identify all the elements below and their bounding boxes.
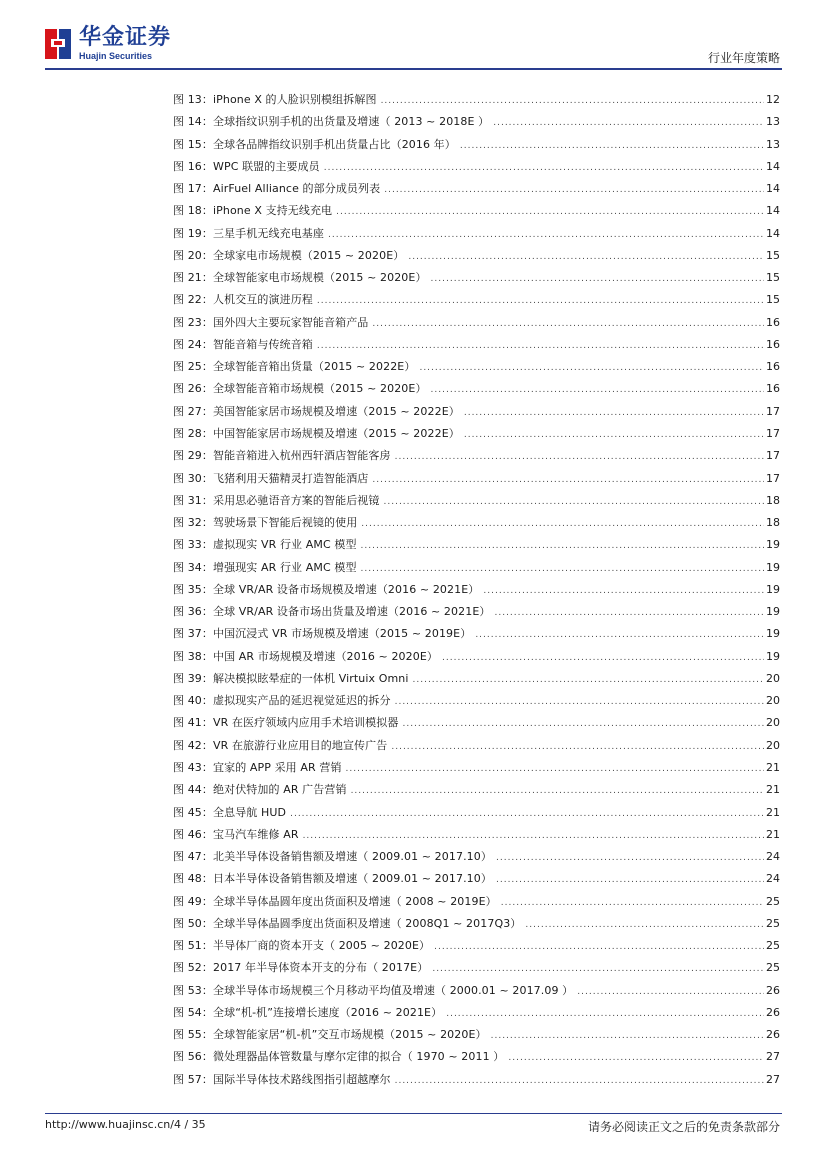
toc-entry-label: 图 56：微处理器晶体管数量与摩尔定律的拟合（ 1970 ~ 2011 ） xyxy=(173,1050,505,1064)
toc-entry[interactable] xyxy=(173,694,780,716)
toc-dot-leader xyxy=(413,673,765,687)
toc-entry[interactable] xyxy=(173,828,780,850)
toc-entry-page: 16 xyxy=(766,315,780,329)
toc-entry-label: 图 43：宜家的 APP 采用 AR 营销 xyxy=(173,760,342,774)
toc-entry-label: 图 40：虚拟现实产品的延迟视觉延迟的拆分 xyxy=(173,694,391,708)
toc-dot-leader xyxy=(491,1029,764,1043)
toc-entry-label: 图 26：全球智能音箱市场规模（2015 ~ 2020E） xyxy=(173,382,427,396)
toc-entry[interactable] xyxy=(173,783,780,805)
toc-dot-leader xyxy=(496,873,764,887)
toc-entry-label: 图 47：北美半导体设备销售额及增速（ 2009.01 ~ 2017.10） xyxy=(173,850,492,864)
toc-entry-page: 24 xyxy=(766,850,780,864)
toc-entry-page: 26 xyxy=(766,983,780,997)
toc-entry-label: 图 38：中国 AR 市场规模及增速（2016 ~ 2020E） xyxy=(173,649,439,663)
toc-entry-page: 19 xyxy=(766,649,780,663)
toc-entry-page: 16 xyxy=(766,360,780,374)
toc-entry-label: 图 14：全球指纹识别手机的出货量及增速（ 2013 ~ 2018E ） xyxy=(173,115,490,129)
toc-entry[interactable] xyxy=(173,360,780,382)
toc-dot-leader xyxy=(395,1074,764,1088)
toc-dot-leader xyxy=(402,717,764,731)
toc-entry-label: 图 23：国外四大主要玩家智能音箱产品 xyxy=(173,315,369,329)
disclaimer-note: 请务必阅读正文之后的免责条款部分 xyxy=(587,1120,780,1134)
toc-entry[interactable] xyxy=(173,650,780,672)
toc-entry-label: 图 49：全球半导体晶圆年度出货面积及增速（ 2008 ~ 2019E） xyxy=(173,894,497,908)
toc-entry-page: 16 xyxy=(766,337,780,351)
toc-dot-leader xyxy=(317,339,764,353)
toc-entry[interactable] xyxy=(173,561,780,583)
toc-entry-page: 19 xyxy=(766,627,780,641)
toc-entry-page: 25 xyxy=(766,916,780,930)
toc-entry-label: 图 21：全球智能家电市场规模（2015 ~ 2020E） xyxy=(173,271,427,285)
toc-entry[interactable] xyxy=(173,605,780,627)
toc-entry-label: 图 50：全球半导体晶圆季度出货面积及增速（ 2008Q1 ~ 2017Q3） xyxy=(173,916,522,930)
toc-entry-page: 20 xyxy=(766,738,780,752)
toc-dot-leader xyxy=(324,161,764,175)
toc-dot-leader xyxy=(508,1051,764,1065)
toc-entry[interactable] xyxy=(173,382,780,404)
toc-entry-label: 图 48：日本半导体设备销售额及增速（ 2009.01 ~ 2017.10） xyxy=(173,872,492,886)
toc-entry-page: 19 xyxy=(766,538,780,552)
toc-entry[interactable] xyxy=(173,449,780,471)
toc-entry-label: 图 13：iPhone X 的人脸识别模组拆解图 xyxy=(173,93,377,106)
toc-entry[interactable] xyxy=(173,494,780,516)
toc-dot-leader xyxy=(483,584,764,598)
toc-entry-page: 26 xyxy=(766,1005,780,1019)
toc-entry[interactable] xyxy=(173,427,780,449)
toc-entry-page: 19 xyxy=(766,582,780,596)
toc-dot-leader xyxy=(494,606,764,620)
toc-entry-page: 25 xyxy=(766,894,780,908)
toc-entry-page: 27 xyxy=(766,1072,780,1086)
toc-entry[interactable] xyxy=(173,227,780,249)
toc-entry[interactable] xyxy=(173,160,780,182)
toc-entry-label: 图 34：增强现实 AR 行业 AMC 模型 xyxy=(173,560,357,574)
toc-entry-page: 24 xyxy=(766,872,780,886)
toc-dot-leader xyxy=(303,829,764,843)
toc-dot-leader xyxy=(384,495,765,509)
toc-dot-leader xyxy=(361,562,764,576)
toc-entry[interactable] xyxy=(173,1073,780,1095)
header-divider xyxy=(45,68,782,70)
toc-entry-label: 图 15：全球各品牌指纹识别手机出货量占比（2016 年） xyxy=(173,137,456,151)
toc-entry-label: 图 55：全球智能家居“机-机”交互市场规模（2015 ~ 2020E） xyxy=(173,1028,487,1042)
toc-entry-label: 图 16：WPC 联盟的主要成员 xyxy=(173,159,320,173)
toc-entry[interactable] xyxy=(173,115,780,137)
toc-entry[interactable] xyxy=(173,583,780,605)
toc-entry[interactable] xyxy=(173,627,780,649)
toc-entry-page: 19 xyxy=(766,560,780,574)
toc-dot-leader xyxy=(493,116,764,130)
toc-entry-page: 15 xyxy=(766,293,780,307)
toc-dot-leader xyxy=(432,962,764,976)
toc-entry[interactable] xyxy=(173,716,780,738)
toc-entry-page: 14 xyxy=(766,182,780,196)
toc-entry-page: 25 xyxy=(766,939,780,953)
footer-url-and-page xyxy=(45,1118,206,1131)
toc-dot-leader xyxy=(361,539,764,553)
toc-entry-label: 图 20：全球家电市场规模（2015 ~ 2020E） xyxy=(173,248,405,262)
toc-dot-leader xyxy=(351,784,764,798)
toc-entry[interactable] xyxy=(173,806,780,828)
toc-dot-leader xyxy=(328,228,764,242)
toc-entry-label: 图 54：全球“机-机”连接增长速度（2016 ~ 2021E） xyxy=(173,1005,443,1019)
toc-dot-leader xyxy=(384,183,764,197)
toc-dot-leader xyxy=(577,985,764,999)
toc-dot-leader xyxy=(395,450,764,464)
toc-entry[interactable] xyxy=(173,672,780,694)
toc-entry-page: 18 xyxy=(766,516,780,530)
toc-entry-label: 图 17：AirFuel Alliance 的部分成员列表 xyxy=(173,182,381,196)
toc-dot-leader xyxy=(346,762,764,776)
toc-entry-label: 图 31：采用思必驰语音方案的智能后视镜 xyxy=(173,493,380,507)
toc-entry-page: 20 xyxy=(766,671,780,685)
toc-dot-leader xyxy=(525,918,764,932)
toc-entry-label: 图 42：VR 在旅游行业应用目的地宣传广告 xyxy=(173,738,388,752)
toc-entry-label: 图 25：全球智能音箱出货量（2015 ~ 2022E） xyxy=(173,360,416,374)
toc-entry[interactable] xyxy=(173,939,780,961)
toc-entry[interactable] xyxy=(173,984,780,1006)
figure-list xyxy=(173,93,780,1095)
toc-entry[interactable] xyxy=(173,961,780,983)
toc-entry-page: 21 xyxy=(766,783,780,797)
company-logo xyxy=(45,25,190,65)
toc-dot-leader xyxy=(501,896,764,910)
toc-dot-leader xyxy=(361,517,764,531)
toc-entry-page: 13 xyxy=(766,137,780,151)
toc-entry-label: 图 35：全球 VR/AR 设备市场规模及增速（2016 ~ 2021E） xyxy=(173,582,480,596)
toc-entry[interactable] xyxy=(173,872,780,894)
toc-entry[interactable] xyxy=(173,538,780,560)
toc-entry-label: 图 52：2017 年半导体资本开支的分布（ 2017E） xyxy=(173,961,429,975)
toc-entry-label: 图 53：全球半导体市场规模三个月移动平均值及增速（ 2000.01 ~ 2017.09 ） xyxy=(173,983,574,997)
toc-entry-label: 图 36：全球 VR/AR 设备市场出货量及增速（2016 ~ 2021E） xyxy=(173,605,491,619)
toc-dot-leader xyxy=(381,94,764,108)
toc-dot-leader xyxy=(395,695,764,709)
toc-entry-page: 14 xyxy=(766,204,780,218)
logo-english-name: Huajin Securities xyxy=(79,51,153,61)
toc-entry-label: 图 32：驾驶场景下智能后视镜的使用 xyxy=(173,516,358,530)
toc-entry-page: 17 xyxy=(766,449,780,463)
toc-entry[interactable] xyxy=(173,138,780,160)
toc-entry-label: 图 22：人机交互的演进历程 xyxy=(173,293,313,307)
toc-entry-page: 19 xyxy=(766,605,780,619)
toc-dot-leader xyxy=(446,1007,764,1021)
toc-entry-page: 17 xyxy=(766,404,780,418)
toc-dot-leader xyxy=(496,851,764,865)
toc-entry-page: 14 xyxy=(766,159,780,173)
toc-entry[interactable] xyxy=(173,271,780,293)
toc-entry[interactable] xyxy=(173,204,780,226)
toc-entry-label: 图 44：绝对伏特加的 AR 广告营销 xyxy=(173,783,347,797)
toc-dot-leader xyxy=(464,406,764,420)
toc-entry-page: 13 xyxy=(766,115,780,129)
toc-entry[interactable] xyxy=(173,182,780,204)
toc-entry-label: 图 29：智能音箱进入杭州西轩酒店智能客房 xyxy=(173,449,391,463)
toc-dot-leader xyxy=(317,294,764,308)
toc-entry[interactable] xyxy=(173,93,780,115)
toc-entry-label: 图 37：中国沉浸式 VR 市场规模及增速（2015 ~ 2019E） xyxy=(173,627,472,641)
toc-entry[interactable] xyxy=(173,405,780,427)
toc-dot-leader xyxy=(408,250,764,264)
toc-entry-page: 18 xyxy=(766,493,780,507)
toc-entry-label: 图 57：国际半导体技术路线图指引超越摩尔 xyxy=(173,1072,391,1086)
toc-entry-label: 图 39：解决模拟眩晕症的一体机 Virtuix Omni xyxy=(173,671,409,685)
huajin-logo-mark-icon xyxy=(45,27,75,61)
toc-dot-leader xyxy=(419,361,764,375)
toc-entry-label: 图 27：美国智能家居市场规模及增速（2015 ~ 2022E） xyxy=(173,404,460,418)
toc-entry[interactable] xyxy=(173,1006,780,1028)
toc-entry-page: 17 xyxy=(766,471,780,485)
toc-entry[interactable] xyxy=(173,472,780,494)
toc-entry[interactable] xyxy=(173,293,780,315)
toc-dot-leader xyxy=(336,205,764,219)
toc-dot-leader xyxy=(391,740,764,754)
toc-entry-page: 17 xyxy=(766,426,780,440)
toc-entry-page: 21 xyxy=(766,827,780,841)
toc-entry-page: 27 xyxy=(766,1050,780,1064)
toc-entry-label: 图 46：宝马汽车维修 AR xyxy=(173,827,299,841)
toc-dot-leader xyxy=(431,272,764,286)
footer-url-link[interactable]: http://www.huajinsc.cn/ xyxy=(45,1118,174,1131)
toc-dot-leader xyxy=(431,383,764,397)
toc-entry[interactable] xyxy=(173,1028,780,1050)
toc-entry-page: 21 xyxy=(766,760,780,774)
toc-entry-label: 图 24：智能音箱与传统音箱 xyxy=(173,337,313,351)
toc-entry-page: 20 xyxy=(766,716,780,730)
toc-entry-page: 15 xyxy=(766,248,780,262)
toc-entry-page: 20 xyxy=(766,694,780,708)
toc-entry-label: 图 19：三星手机无线充电基座 xyxy=(173,226,324,240)
toc-entry[interactable] xyxy=(173,917,780,939)
toc-entry-page: 21 xyxy=(766,805,780,819)
toc-entry-page: 16 xyxy=(766,382,780,396)
toc-entry[interactable] xyxy=(173,338,780,360)
toc-entry-label: 图 45：全息导航 HUD xyxy=(173,805,287,819)
logo-chinese-name: 华金证券 xyxy=(79,25,172,50)
toc-entry-label: 图 30：飞猪利用天猫精灵打造智能酒店 xyxy=(173,471,369,485)
toc-entry[interactable] xyxy=(173,516,780,538)
toc-entry[interactable] xyxy=(173,739,780,761)
page-indicator: 4 / 35 xyxy=(173,1118,206,1131)
toc-entry-page: 12 xyxy=(766,93,780,106)
report-type: 行业年度策略 xyxy=(707,51,780,65)
toc-dot-leader xyxy=(442,651,764,665)
footer-divider xyxy=(45,1113,782,1114)
toc-dot-leader xyxy=(290,807,764,821)
toc-entry-label: 图 33：虚拟现实 VR 行业 AMC 模型 xyxy=(173,538,357,552)
toc-entry-label: 图 41：VR 在医疗领域内应用手术培训模拟器 xyxy=(173,716,399,730)
toc-entry[interactable] xyxy=(173,316,780,338)
toc-entry-label: 图 51：半导体厂商的资本开支（ 2005 ~ 2020E） xyxy=(173,939,431,953)
toc-entry[interactable] xyxy=(173,249,780,271)
toc-entry-label: 图 18：iPhone X 支持无线充电 xyxy=(173,204,333,218)
toc-dot-leader xyxy=(475,628,764,642)
toc-entry[interactable] xyxy=(173,850,780,872)
toc-dot-leader xyxy=(372,317,764,331)
toc-dot-leader xyxy=(372,473,764,487)
toc-entry-page: 14 xyxy=(766,226,780,240)
toc-entry[interactable] xyxy=(173,1050,780,1072)
toc-entry[interactable] xyxy=(173,895,780,917)
toc-entry-label: 图 28：中国智能家居市场规模及增速（2015 ~ 2022E） xyxy=(173,426,460,440)
toc-dot-leader xyxy=(434,940,764,954)
toc-entry-page: 25 xyxy=(766,961,780,975)
toc-dot-leader xyxy=(464,428,764,442)
toc-entry[interactable] xyxy=(173,761,780,783)
toc-entry-page: 15 xyxy=(766,271,780,285)
toc-entry-page: 26 xyxy=(766,1028,780,1042)
toc-dot-leader xyxy=(460,139,764,153)
